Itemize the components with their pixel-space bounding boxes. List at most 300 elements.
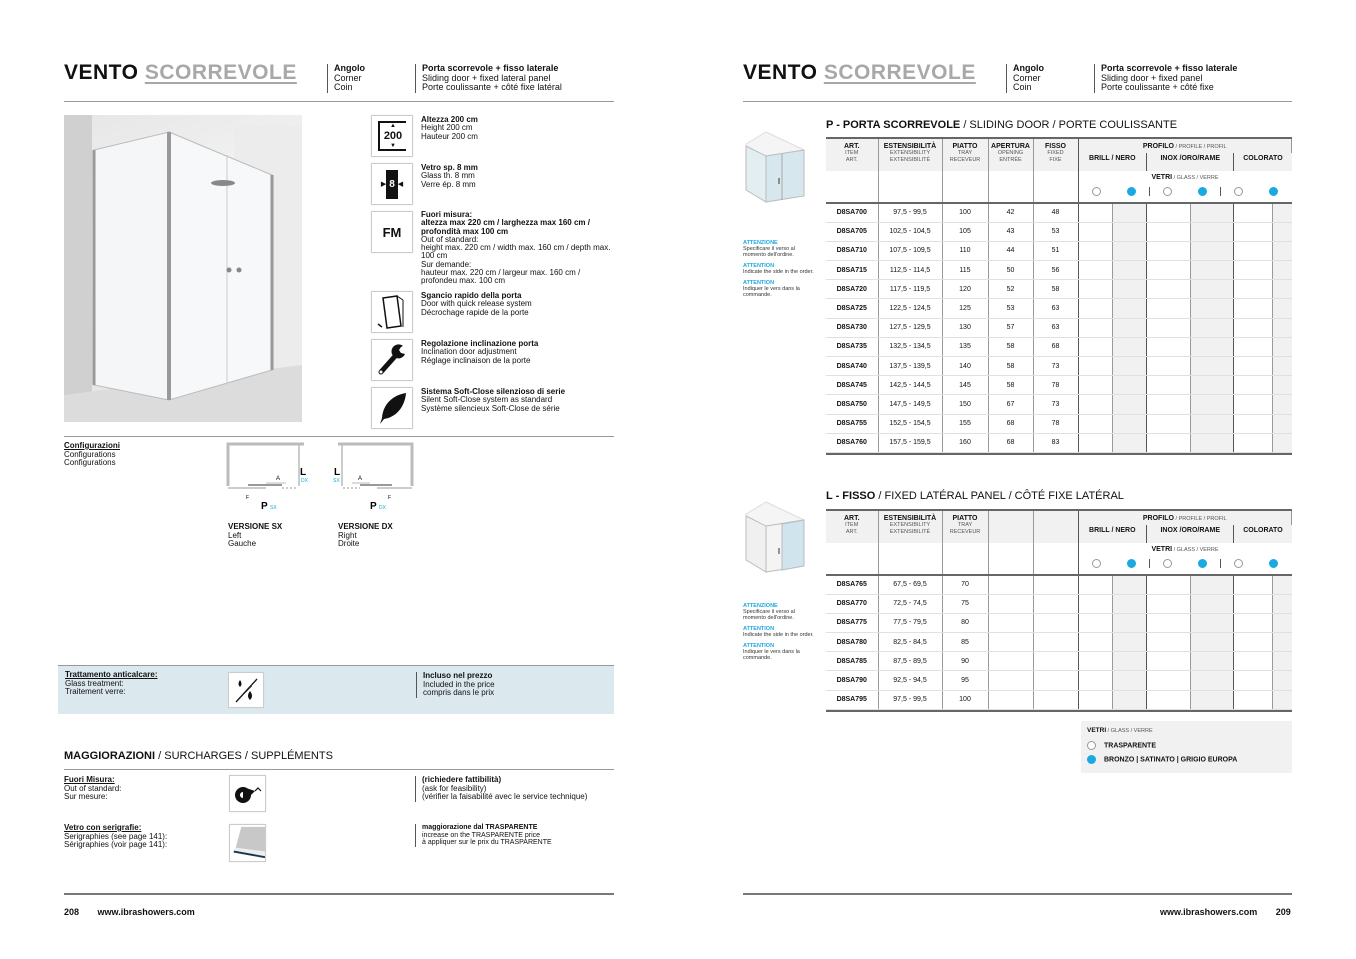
cell-art: D8SA780 bbox=[826, 633, 878, 652]
svg-text:SX: SX bbox=[270, 505, 277, 511]
cell-ext: 87,5 - 89,5 bbox=[878, 652, 942, 671]
attention-text: Indicate the side in the order. bbox=[743, 269, 814, 275]
cell-fisso: 58 bbox=[1033, 280, 1078, 299]
empty-circle-icon bbox=[1234, 559, 1243, 568]
serigraphy-glass-icon bbox=[229, 824, 266, 862]
table-row bbox=[826, 203, 1292, 222]
cell-piatto: 125 bbox=[942, 299, 988, 318]
surcharge-note: increase on the TRASPARENTE price bbox=[422, 831, 541, 839]
filled-circle-icon bbox=[1198, 559, 1207, 568]
header-sub: ENTRÉE bbox=[999, 157, 1022, 163]
price-cell bbox=[1147, 690, 1191, 709]
price-cell bbox=[1112, 222, 1146, 241]
header-main: APERTURA bbox=[991, 143, 1030, 150]
cell-ext: 97,5 - 99,5 bbox=[878, 203, 942, 222]
cell-fisso: 83 bbox=[1033, 433, 1078, 452]
header-main: ART. bbox=[843, 515, 860, 522]
cell-apertura: 58 bbox=[988, 337, 1033, 356]
price-cell bbox=[1078, 633, 1112, 652]
cell-piatto: 75 bbox=[942, 594, 988, 613]
cell-fisso: 63 bbox=[1033, 318, 1078, 337]
feature-line: Sur demande: bbox=[421, 259, 472, 269]
page-number: 208 bbox=[64, 907, 80, 917]
fisso-table-container bbox=[826, 509, 1292, 712]
cell-apertura: 58 bbox=[988, 376, 1033, 395]
right-footer bbox=[1160, 907, 1291, 917]
price-cell bbox=[1078, 414, 1112, 433]
price-cell bbox=[1272, 652, 1291, 671]
price-cell bbox=[1272, 280, 1291, 299]
cell-piatto: 115 bbox=[942, 261, 988, 280]
price-cell bbox=[1190, 203, 1234, 222]
cell-art: D8SA765 bbox=[826, 575, 878, 594]
glass-legend bbox=[1081, 721, 1292, 773]
cell-fisso bbox=[1033, 575, 1078, 594]
price-cell bbox=[1147, 414, 1191, 433]
table-row bbox=[826, 575, 1292, 594]
config-label-fr: Configurations bbox=[64, 458, 116, 468]
header-spacer bbox=[1033, 171, 1078, 203]
treatment-panel bbox=[58, 665, 614, 714]
table-row bbox=[826, 337, 1292, 356]
table-row bbox=[826, 261, 1292, 280]
price-cell bbox=[1147, 633, 1191, 652]
price-cell bbox=[1147, 261, 1191, 280]
feature-line: Inclination door adjustment bbox=[421, 347, 517, 357]
surcharge-note: maggiorazione dal TRASPARENTE bbox=[422, 824, 538, 831]
fixed-panel-thumbnail bbox=[742, 494, 808, 581]
price-cell bbox=[1234, 613, 1272, 632]
header-main: PIATTO bbox=[952, 143, 978, 150]
price-cell bbox=[1147, 203, 1191, 222]
desc-fr: Porte coulissante + côté fixe latéral bbox=[422, 82, 562, 92]
header-fisso bbox=[1033, 139, 1078, 171]
price-cell bbox=[1078, 671, 1112, 690]
attention-note-fisso bbox=[743, 603, 815, 661]
filled-circle-icon bbox=[1087, 755, 1096, 764]
tape-measure-glyph bbox=[233, 782, 263, 806]
header-sub: TRAY bbox=[957, 150, 973, 156]
fisso-section-title bbox=[826, 490, 1124, 502]
attention-text: Specificare il verso al momento dell'ordine. bbox=[743, 246, 795, 258]
quick-release-door-icon bbox=[371, 291, 413, 333]
price-cell bbox=[1147, 241, 1191, 260]
icon-text: FM bbox=[382, 224, 402, 240]
profile-2: COLORATO bbox=[1234, 153, 1292, 171]
header-main: FISSO bbox=[1044, 143, 1066, 150]
header-sub: EXTENSIBILITY bbox=[889, 150, 931, 156]
cell-ext: 157,5 - 159,5 bbox=[878, 433, 942, 452]
surcharges-title-rest: / SURCHARGES / SUPPLÉMENTS bbox=[155, 750, 333, 762]
price-cell bbox=[1112, 575, 1146, 594]
price-cell bbox=[1078, 337, 1112, 356]
attention-text: Indicate the side in the order. bbox=[743, 632, 814, 638]
cell-apertura: 42 bbox=[988, 203, 1033, 222]
price-cell bbox=[1272, 376, 1291, 395]
category-en: Corner bbox=[1013, 72, 1041, 83]
cell-piatto: 80 bbox=[942, 613, 988, 632]
title-main: VENTO bbox=[64, 61, 139, 84]
cell-art: D8SA730 bbox=[826, 318, 878, 337]
header-sub: RECEVEUR bbox=[949, 529, 981, 535]
header-spacer bbox=[826, 543, 878, 575]
version-line: Gauche bbox=[228, 539, 257, 549]
price-cell bbox=[1272, 261, 1291, 280]
price-cell bbox=[1272, 594, 1291, 613]
cell-ext: 127,5 - 129,5 bbox=[878, 318, 942, 337]
right-category bbox=[1006, 64, 1044, 93]
price-cell bbox=[1272, 633, 1291, 652]
product-photo bbox=[64, 115, 302, 422]
price-cell bbox=[1078, 652, 1112, 671]
surcharges-title-bold: MAGGIORAZIONI bbox=[64, 750, 156, 762]
category-it: Angolo bbox=[334, 63, 365, 73]
cell-apertura: 52 bbox=[988, 280, 1033, 299]
cell-fisso: 56 bbox=[1033, 261, 1078, 280]
cell-apertura: 67 bbox=[988, 395, 1033, 414]
svg-text:F: F bbox=[388, 495, 392, 501]
feature-height bbox=[421, 116, 621, 141]
header-apertura bbox=[988, 511, 1033, 543]
cell-piatto: 90 bbox=[942, 652, 988, 671]
left-header-divider bbox=[64, 101, 614, 102]
legend-label: TRASPARENTE bbox=[1104, 742, 1156, 750]
price-cell bbox=[1112, 357, 1146, 376]
price-cell bbox=[1234, 633, 1272, 652]
price-cell bbox=[1272, 203, 1291, 222]
filled-circle-icon bbox=[1127, 187, 1136, 196]
cell-piatto: 150 bbox=[942, 395, 988, 414]
attention-title: ATTENZIONE bbox=[743, 603, 778, 609]
feature-line: Regolazione inclinazione porta bbox=[421, 339, 539, 348]
header-sub: EXTENSIBILITY bbox=[889, 522, 931, 528]
attention-title: ATTENTION bbox=[743, 263, 775, 269]
surcharge-serigraphy-label bbox=[64, 824, 167, 850]
svg-text:F: F bbox=[246, 495, 250, 501]
cell-fisso: 63 bbox=[1033, 299, 1078, 318]
cell-apertura bbox=[988, 575, 1033, 594]
table-row bbox=[826, 594, 1292, 613]
price-cell bbox=[1147, 222, 1191, 241]
icon-text: 200 bbox=[383, 130, 403, 142]
legend-title-rest: / GLASS / VERRE bbox=[1106, 728, 1153, 734]
header-sub: RECEVEUR bbox=[949, 157, 981, 163]
features-divider bbox=[64, 436, 614, 437]
treatment-included bbox=[416, 672, 495, 698]
cell-ext: 117,5 - 119,5 bbox=[878, 280, 942, 299]
svg-text:SX: SX bbox=[333, 478, 340, 484]
price-cell bbox=[1112, 414, 1146, 433]
surcharge-label: Out of standard: bbox=[64, 783, 122, 793]
cell-piatto: 160 bbox=[942, 433, 988, 452]
price-cell bbox=[1234, 337, 1272, 356]
tape-measure-icon bbox=[229, 775, 266, 812]
surcharge-note: (ask for feasibility) bbox=[422, 783, 487, 793]
price-cell bbox=[1234, 280, 1272, 299]
feather-icon bbox=[371, 387, 413, 429]
price-cell bbox=[1147, 594, 1191, 613]
price-cell bbox=[1112, 690, 1146, 709]
price-cell bbox=[1190, 575, 1234, 594]
header-vetri: VETRI / GLASS / VERRE bbox=[1078, 543, 1292, 575]
price-cell bbox=[1190, 433, 1234, 452]
cell-ext: 147,5 - 149,5 bbox=[878, 395, 942, 414]
price-cell bbox=[1112, 633, 1146, 652]
surcharges-title bbox=[64, 750, 333, 762]
price-cell bbox=[1147, 357, 1191, 376]
table-row bbox=[826, 652, 1292, 671]
enclosure-iso-icon bbox=[742, 124, 808, 206]
porta-section-title bbox=[826, 119, 1177, 131]
section-title-rest: / SLIDING DOOR / PORTE COULISSANTE bbox=[960, 119, 1178, 131]
header-profilo: PROFILO / PROFILE / PROFIL bbox=[1078, 511, 1292, 525]
cell-fisso bbox=[1033, 613, 1078, 632]
feature-line: altezza max 220 cm / larghezza max 160 cm / profondità max 100 cm bbox=[421, 218, 590, 236]
price-cell bbox=[1190, 633, 1234, 652]
table-row bbox=[826, 414, 1292, 433]
price-cell bbox=[1234, 575, 1272, 594]
cell-piatto: 155 bbox=[942, 414, 988, 433]
cell-art: D8SA785 bbox=[826, 652, 878, 671]
header-vetri: VETRI / GLASS / VERRE bbox=[1078, 171, 1292, 203]
configurations-label bbox=[64, 442, 120, 468]
website-link[interactable]: www.ibrashowers.com bbox=[97, 907, 195, 917]
cell-ext: 72,5 - 74,5 bbox=[878, 594, 942, 613]
config-label-en: Configurations bbox=[64, 449, 116, 459]
right-page-title bbox=[743, 61, 976, 85]
drops-crossed-glyph bbox=[232, 676, 260, 704]
height-200-icon: ▲ 200 ▼ bbox=[371, 115, 413, 157]
price-cell bbox=[1190, 299, 1234, 318]
price-cell bbox=[1078, 280, 1112, 299]
table-row bbox=[826, 357, 1292, 376]
title-sub: SCORREVOLE bbox=[823, 61, 976, 84]
legend-item-transparent bbox=[1087, 741, 1286, 750]
left-category bbox=[327, 64, 365, 93]
cell-apertura: 68 bbox=[988, 414, 1033, 433]
price-cell bbox=[1190, 414, 1234, 433]
price-cell bbox=[1272, 613, 1291, 632]
desc-en: Sliding door + fixed lateral panel bbox=[422, 72, 551, 83]
feature-line: Sgancio rapido della porta bbox=[421, 291, 522, 300]
price-cell bbox=[1147, 337, 1191, 356]
cell-piatto: 100 bbox=[942, 690, 988, 709]
header-piatto bbox=[942, 139, 988, 171]
price-cell bbox=[1112, 261, 1146, 280]
price-cell bbox=[1147, 299, 1191, 318]
wrench-icon bbox=[371, 339, 413, 381]
attention-title: ATTENTION bbox=[743, 643, 775, 649]
header-piatto bbox=[942, 511, 988, 543]
table-row bbox=[826, 280, 1292, 299]
page-number: 209 bbox=[1275, 907, 1291, 917]
cell-art: D8SA735 bbox=[826, 337, 878, 356]
legend-label: BRONZO | SATINATO | GRIGIO EUROPA bbox=[1104, 756, 1238, 764]
header-main: ART. bbox=[843, 143, 860, 150]
feature-out-of-standard bbox=[421, 211, 616, 286]
price-cell bbox=[1147, 652, 1191, 671]
table-row bbox=[826, 222, 1292, 241]
attention-text: Specificare il verso al momento dell'ordine. bbox=[743, 609, 795, 621]
price-cell bbox=[1272, 433, 1291, 452]
price-cell bbox=[1147, 575, 1191, 594]
price-cell bbox=[1234, 299, 1272, 318]
price-cell bbox=[1078, 613, 1112, 632]
cell-ext: 102,5 - 104,5 bbox=[878, 222, 942, 241]
feature-inclination bbox=[421, 340, 621, 365]
desc-en: Sliding door + fixed panel bbox=[1101, 72, 1203, 83]
version-line: Left bbox=[228, 530, 242, 540]
svg-text:DX: DX bbox=[301, 478, 308, 484]
header-spacer bbox=[942, 171, 988, 203]
header-apertura bbox=[988, 139, 1033, 171]
price-cell bbox=[1147, 395, 1191, 414]
header-profilo: PROFILO / PROFILE / PROFIL bbox=[1078, 139, 1292, 153]
price-cell bbox=[1234, 261, 1272, 280]
header-sub: OPENING bbox=[997, 150, 1024, 156]
price-cell bbox=[1272, 357, 1291, 376]
cell-piatto: 105 bbox=[942, 222, 988, 241]
treatment-label-fr: Traitement verre: bbox=[65, 687, 126, 697]
price-cell bbox=[1272, 222, 1291, 241]
price-cell bbox=[1112, 613, 1146, 632]
price-cell bbox=[1190, 652, 1234, 671]
price-cell bbox=[1078, 690, 1112, 709]
feature-line: Vetro sp. 8 mm bbox=[421, 163, 478, 172]
table-row bbox=[826, 433, 1292, 452]
cell-ext: 132,5 - 134,5 bbox=[878, 337, 942, 356]
cell-fisso: 73 bbox=[1033, 357, 1078, 376]
price-cell bbox=[1272, 671, 1291, 690]
icon-text: 8 bbox=[386, 170, 398, 199]
feature-line: hauteur max. 220 cm / largeur max. 160 cm / profondeu max. 100 cm bbox=[421, 268, 581, 286]
surcharge-label: Sérigraphies (voir page 141): bbox=[64, 840, 168, 850]
price-cell bbox=[1112, 280, 1146, 299]
shower-enclosure-image bbox=[64, 115, 302, 422]
price-cell bbox=[1147, 671, 1191, 690]
table-row bbox=[826, 613, 1292, 632]
cell-art: D8SA720 bbox=[826, 280, 878, 299]
price-cell bbox=[1234, 357, 1272, 376]
table-row bbox=[826, 633, 1292, 652]
price-cell bbox=[1190, 357, 1234, 376]
table-row bbox=[826, 299, 1292, 318]
surcharge-serigraphy-note bbox=[415, 824, 552, 847]
price-cell bbox=[1190, 613, 1234, 632]
feature-line: Altezza 200 cm bbox=[421, 115, 478, 124]
profile-0: BRILL / NERO bbox=[1078, 525, 1147, 543]
price-cell bbox=[1078, 376, 1112, 395]
feature-line: Système silencieux Soft-Close de série bbox=[421, 403, 560, 413]
price-cell bbox=[1190, 280, 1234, 299]
header-sub: ITEM bbox=[845, 522, 859, 528]
desc-it: Porta scorrevole + fisso laterale bbox=[1101, 63, 1238, 73]
svg-text:L: L bbox=[334, 467, 341, 478]
website-link[interactable]: www.ibrashowers.com bbox=[1160, 907, 1258, 917]
cell-ext: 152,5 - 154,5 bbox=[878, 414, 942, 433]
cell-apertura bbox=[988, 594, 1033, 613]
sliding-door-thumbnail bbox=[742, 124, 808, 211]
treatment-label-it: Trattamento anticalcare: bbox=[65, 670, 158, 679]
cell-ext: 82,5 - 84,5 bbox=[878, 633, 942, 652]
attention-title: ATTENTION bbox=[743, 626, 775, 632]
price-cell bbox=[1112, 594, 1146, 613]
cell-ext: 77,5 - 79,5 bbox=[878, 613, 942, 632]
surcharge-label: Fuori Misura: bbox=[64, 775, 115, 784]
svg-text:A: A bbox=[357, 476, 363, 482]
feature-line: Door with quick release system bbox=[421, 299, 532, 309]
category-fr: Coin bbox=[334, 82, 353, 92]
price-cell bbox=[1272, 414, 1291, 433]
attention-text: Indiquer le vers dans la commande. bbox=[743, 286, 800, 298]
table-row bbox=[826, 395, 1292, 414]
cell-ext: 67,5 - 69,5 bbox=[878, 575, 942, 594]
filled-circle-icon bbox=[1269, 559, 1278, 568]
header-spacer bbox=[826, 171, 878, 203]
cell-art: D8SA715 bbox=[826, 261, 878, 280]
left-footer-divider bbox=[64, 893, 614, 895]
cell-apertura bbox=[988, 690, 1033, 709]
version-name: VERSIONE DX bbox=[338, 522, 393, 531]
empty-circle-icon bbox=[1163, 559, 1172, 568]
profile-1: INOX /ORO/RAME bbox=[1147, 525, 1234, 543]
price-cell bbox=[1272, 575, 1291, 594]
treatment-label-en: Glass treatment: bbox=[65, 678, 124, 688]
price-cell bbox=[1234, 690, 1272, 709]
feature-glass bbox=[421, 164, 621, 189]
cell-ext: 112,5 - 114,5 bbox=[878, 261, 942, 280]
price-cell bbox=[1234, 652, 1272, 671]
empty-circle-icon bbox=[1234, 187, 1243, 196]
cell-apertura: 43 bbox=[988, 222, 1033, 241]
price-cell bbox=[1112, 241, 1146, 260]
cell-fisso: 73 bbox=[1033, 395, 1078, 414]
cell-ext: 92,5 - 94,5 bbox=[878, 671, 942, 690]
section-title-rest: / FIXED LATÉRAL PANEL / CÔTÉ FIXE LATÉRAL bbox=[875, 490, 1124, 502]
attention-title: ATTENZIONE bbox=[743, 240, 778, 246]
price-cell bbox=[1112, 203, 1146, 222]
feature-quick-release bbox=[421, 292, 621, 317]
price-cell bbox=[1190, 241, 1234, 260]
wrench-glyph bbox=[375, 342, 409, 378]
empty-circle-icon bbox=[1163, 187, 1172, 196]
price-cell bbox=[1147, 280, 1191, 299]
price-cell bbox=[1234, 433, 1272, 452]
cell-piatto: 110 bbox=[942, 241, 988, 260]
price-cell bbox=[1078, 575, 1112, 594]
price-cell bbox=[1112, 395, 1146, 414]
svg-text:P: P bbox=[261, 501, 268, 512]
header-sub: FIXE bbox=[1049, 157, 1062, 163]
surcharges-divider bbox=[64, 769, 614, 770]
price-cell bbox=[1078, 222, 1112, 241]
cell-art: D8SA710 bbox=[826, 241, 878, 260]
feature-line: Out of standard: bbox=[421, 234, 479, 244]
price-cell bbox=[1078, 433, 1112, 452]
fisso-table bbox=[826, 511, 1292, 710]
svg-text:DX: DX bbox=[379, 505, 386, 511]
cell-piatto: 145 bbox=[942, 376, 988, 395]
price-cell bbox=[1190, 395, 1234, 414]
cell-art: D8SA750 bbox=[826, 395, 878, 414]
filled-circle-icon bbox=[1269, 187, 1278, 196]
cell-apertura: 44 bbox=[988, 241, 1033, 260]
header-art bbox=[826, 511, 878, 543]
cell-apertura bbox=[988, 633, 1033, 652]
header-spacer bbox=[988, 171, 1033, 203]
price-cell bbox=[1147, 318, 1191, 337]
price-cell bbox=[1112, 299, 1146, 318]
